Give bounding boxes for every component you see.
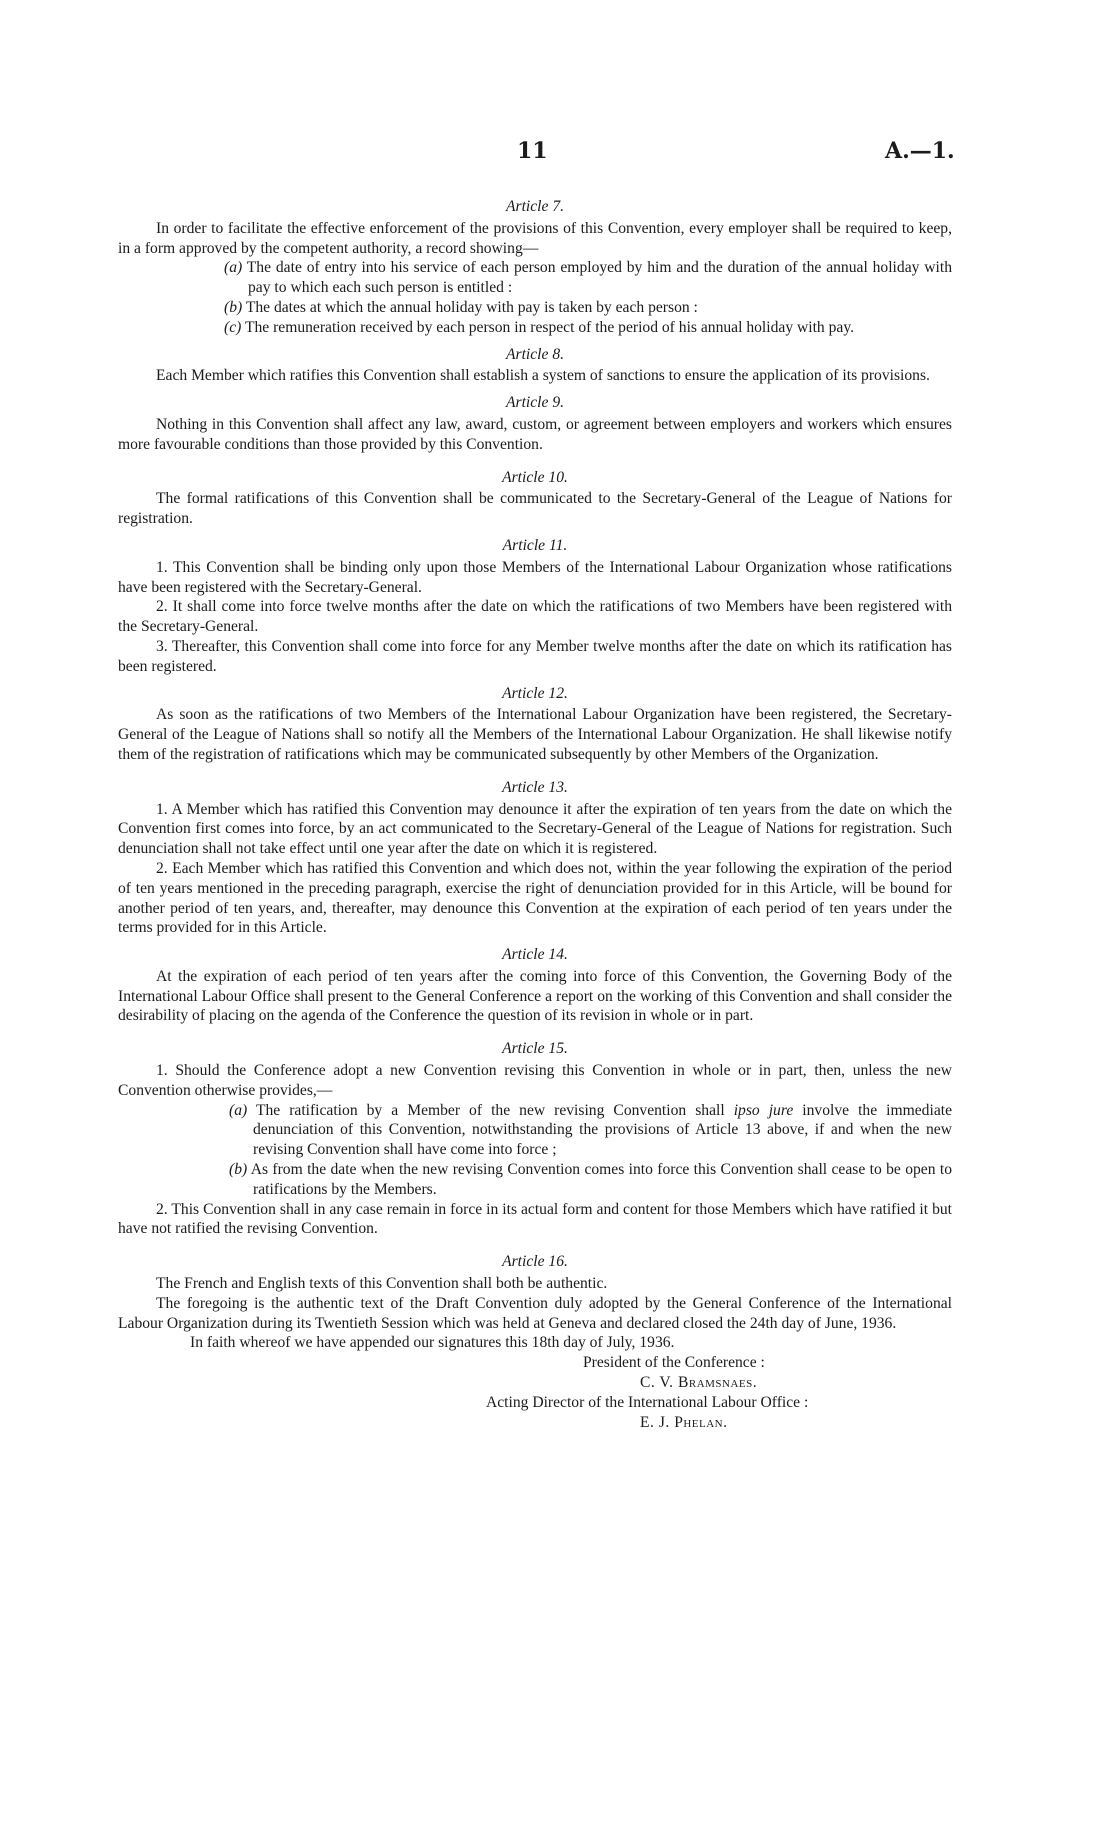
director-name: E. J. Phelan. (640, 1413, 728, 1431)
paragraph: In faith whereof we have appended our signatures this 18th day of July, 1936. (190, 1334, 675, 1352)
article-7 (118, 197, 952, 338)
article-heading: Article 10. (502, 468, 568, 486)
paragraph: 1. A Member which has ratified this Convention may denounce it after the expiration of ten years from the date on which the Convention first comes into force, by an act communicated to the Secretary-General of the League of Nations for registration. Such denunciation shall not take effect until one year after the date on which it is registered. (118, 800, 952, 858)
article-heading: Article 11. (502, 536, 568, 554)
list-item (118, 298, 952, 318)
article-heading: Article 7. (505, 198, 565, 215)
item-label: (a) (224, 259, 243, 277)
paragraph: At the expiration of each period of ten years after the coming into force of this Convention, the Governing Body of the International Labour Office shall present to the General Conference a report on the working of this Convention and shall consider the desirability of placing on the agenda of the Conference the question of its revision in whole or in part. (118, 967, 952, 1025)
page-header (0, 138, 1114, 168)
document-body (118, 190, 952, 1432)
article-14 (118, 945, 952, 1026)
paragraph: The formal ratifications of this Convention shall be communicated to the Secretary-General of the League of Nations for registration. (118, 490, 952, 528)
list-item (118, 1101, 952, 1160)
paragraph: 2. It shall come into force twelve months after the date on which the ratifications of two Members have been registered with the Secretary-General. (118, 598, 952, 636)
article-heading: Article 16. (502, 1253, 568, 1271)
page-number: 11 (517, 138, 548, 164)
article-16 (118, 1252, 952, 1353)
article-13 (118, 778, 952, 938)
list-item (118, 318, 952, 338)
latin-phrase: ipso jure (733, 1101, 794, 1119)
article-15 (118, 1039, 952, 1239)
list-item (118, 1160, 952, 1200)
item-text: As from the date when the new revising Convention comes into force this Convention shall cease to be open to ratifications by the Members. (250, 1161, 952, 1198)
article-heading: Article 15. (502, 1040, 568, 1058)
paragraph: 3. Thereafter, this Convention shall come into force for any Member twelve months after the date on which its ratification has been registered. (118, 637, 952, 675)
article-9 (118, 393, 952, 454)
item-text: The remuneration received by each person in respect of the period of his annual holiday with pay. (244, 318, 855, 336)
paragraph: The French and English texts of this Convention shall both be authentic. (156, 1275, 608, 1293)
article-10 (118, 468, 952, 529)
list-item (118, 258, 952, 298)
director-title: Acting Director of the International Labour Office : (486, 1393, 809, 1411)
item-label: (c) (224, 318, 242, 336)
paragraph: 1. Should the Conference adopt a new Convention revising this Convention in whole or in part, then, unless the new Convention otherwise provides,— (118, 1062, 952, 1099)
signature-block (118, 1353, 952, 1432)
item-label: (b) (224, 298, 243, 316)
paragraph: In order to facilitate the effective enforcement of the provisions of this Convention, every employer shall be required to keep, in a form approved by the competent authority, a record showing— (118, 219, 952, 257)
article-heading: Article 12. (502, 684, 568, 702)
article-heading: Article 8. (505, 345, 565, 363)
paragraph: Each Member which ratifies this Convention shall establish a system of sanctions to ensure the application of its provisions. (156, 367, 930, 385)
item-text: involve the immediate denunciation of this Convention, notwithstanding the provisions of Article 13 above, if and when the new revising Convention shall have come into force ; (253, 1101, 952, 1159)
article-8 (118, 345, 952, 387)
paragraph: 2. Each Member which has ratified this Convention and which does not, within the year following the expiration of the period of ten years mentioned in the preceding paragraph, exercise the right of denunciation provided for in this Article, will be bound for another period of ten years, and, thereafter, may denounce this Convention at the expiration of each period of ten years under the terms provided for in this Article. (118, 859, 952, 937)
article-heading: Article 14. (502, 946, 568, 964)
paragraph: 1. This Convention shall be binding only upon those Members of the International Labour Organization whose ratifications have been registered with the Secretary-General. (118, 558, 952, 596)
paragraph: As soon as the ratifications of two Members of the International Labour Organization have been registered, the Secretary-General of the League of Nations shall so notify all the Members of the International Labour Organization. He shall likewise notify them of the registration of ratifications which may be communicated subsequently by other Members of the Organization. (118, 706, 952, 763)
item-text: The date of entry into his service of each person employed by him and the duration of the annual holiday with pay to which each such person is entitled : (246, 259, 952, 297)
president-title: President of the Conference : (583, 1354, 765, 1372)
item-text: The ratification by a Member of the new revising Convention shall (255, 1101, 725, 1119)
item-label: (b) (229, 1161, 248, 1179)
item-label: (a) (229, 1101, 248, 1119)
article-heading: Article 9. (505, 394, 565, 412)
article-heading: Article 13. (502, 778, 568, 796)
paragraph: Nothing in this Convention shall affect any law, award, custom, or agreement between employers and workers which ensures more favourable conditions than those provided by this Convention. (118, 415, 952, 453)
article-11 (118, 536, 952, 677)
item-text: The dates at which the annual holiday with pay is taken by each person : (245, 298, 698, 316)
paragraph: 2. This Convention shall in any case remain in force in its actual form and content for those Members which have ratified it but have not ratified the revising Convention. (118, 1200, 952, 1238)
president-name: C. V. Bramsnaes. (640, 1374, 758, 1392)
article-12 (118, 684, 952, 765)
document-reference: A.—1. (885, 138, 955, 164)
paragraph: The foregoing is the authentic text of the Draft Convention duly adopted by the General Conference of the International Labour Organization during its Twentieth Session which was held at Geneva and declared closed the 24th day of June, 1936. (118, 1294, 952, 1332)
